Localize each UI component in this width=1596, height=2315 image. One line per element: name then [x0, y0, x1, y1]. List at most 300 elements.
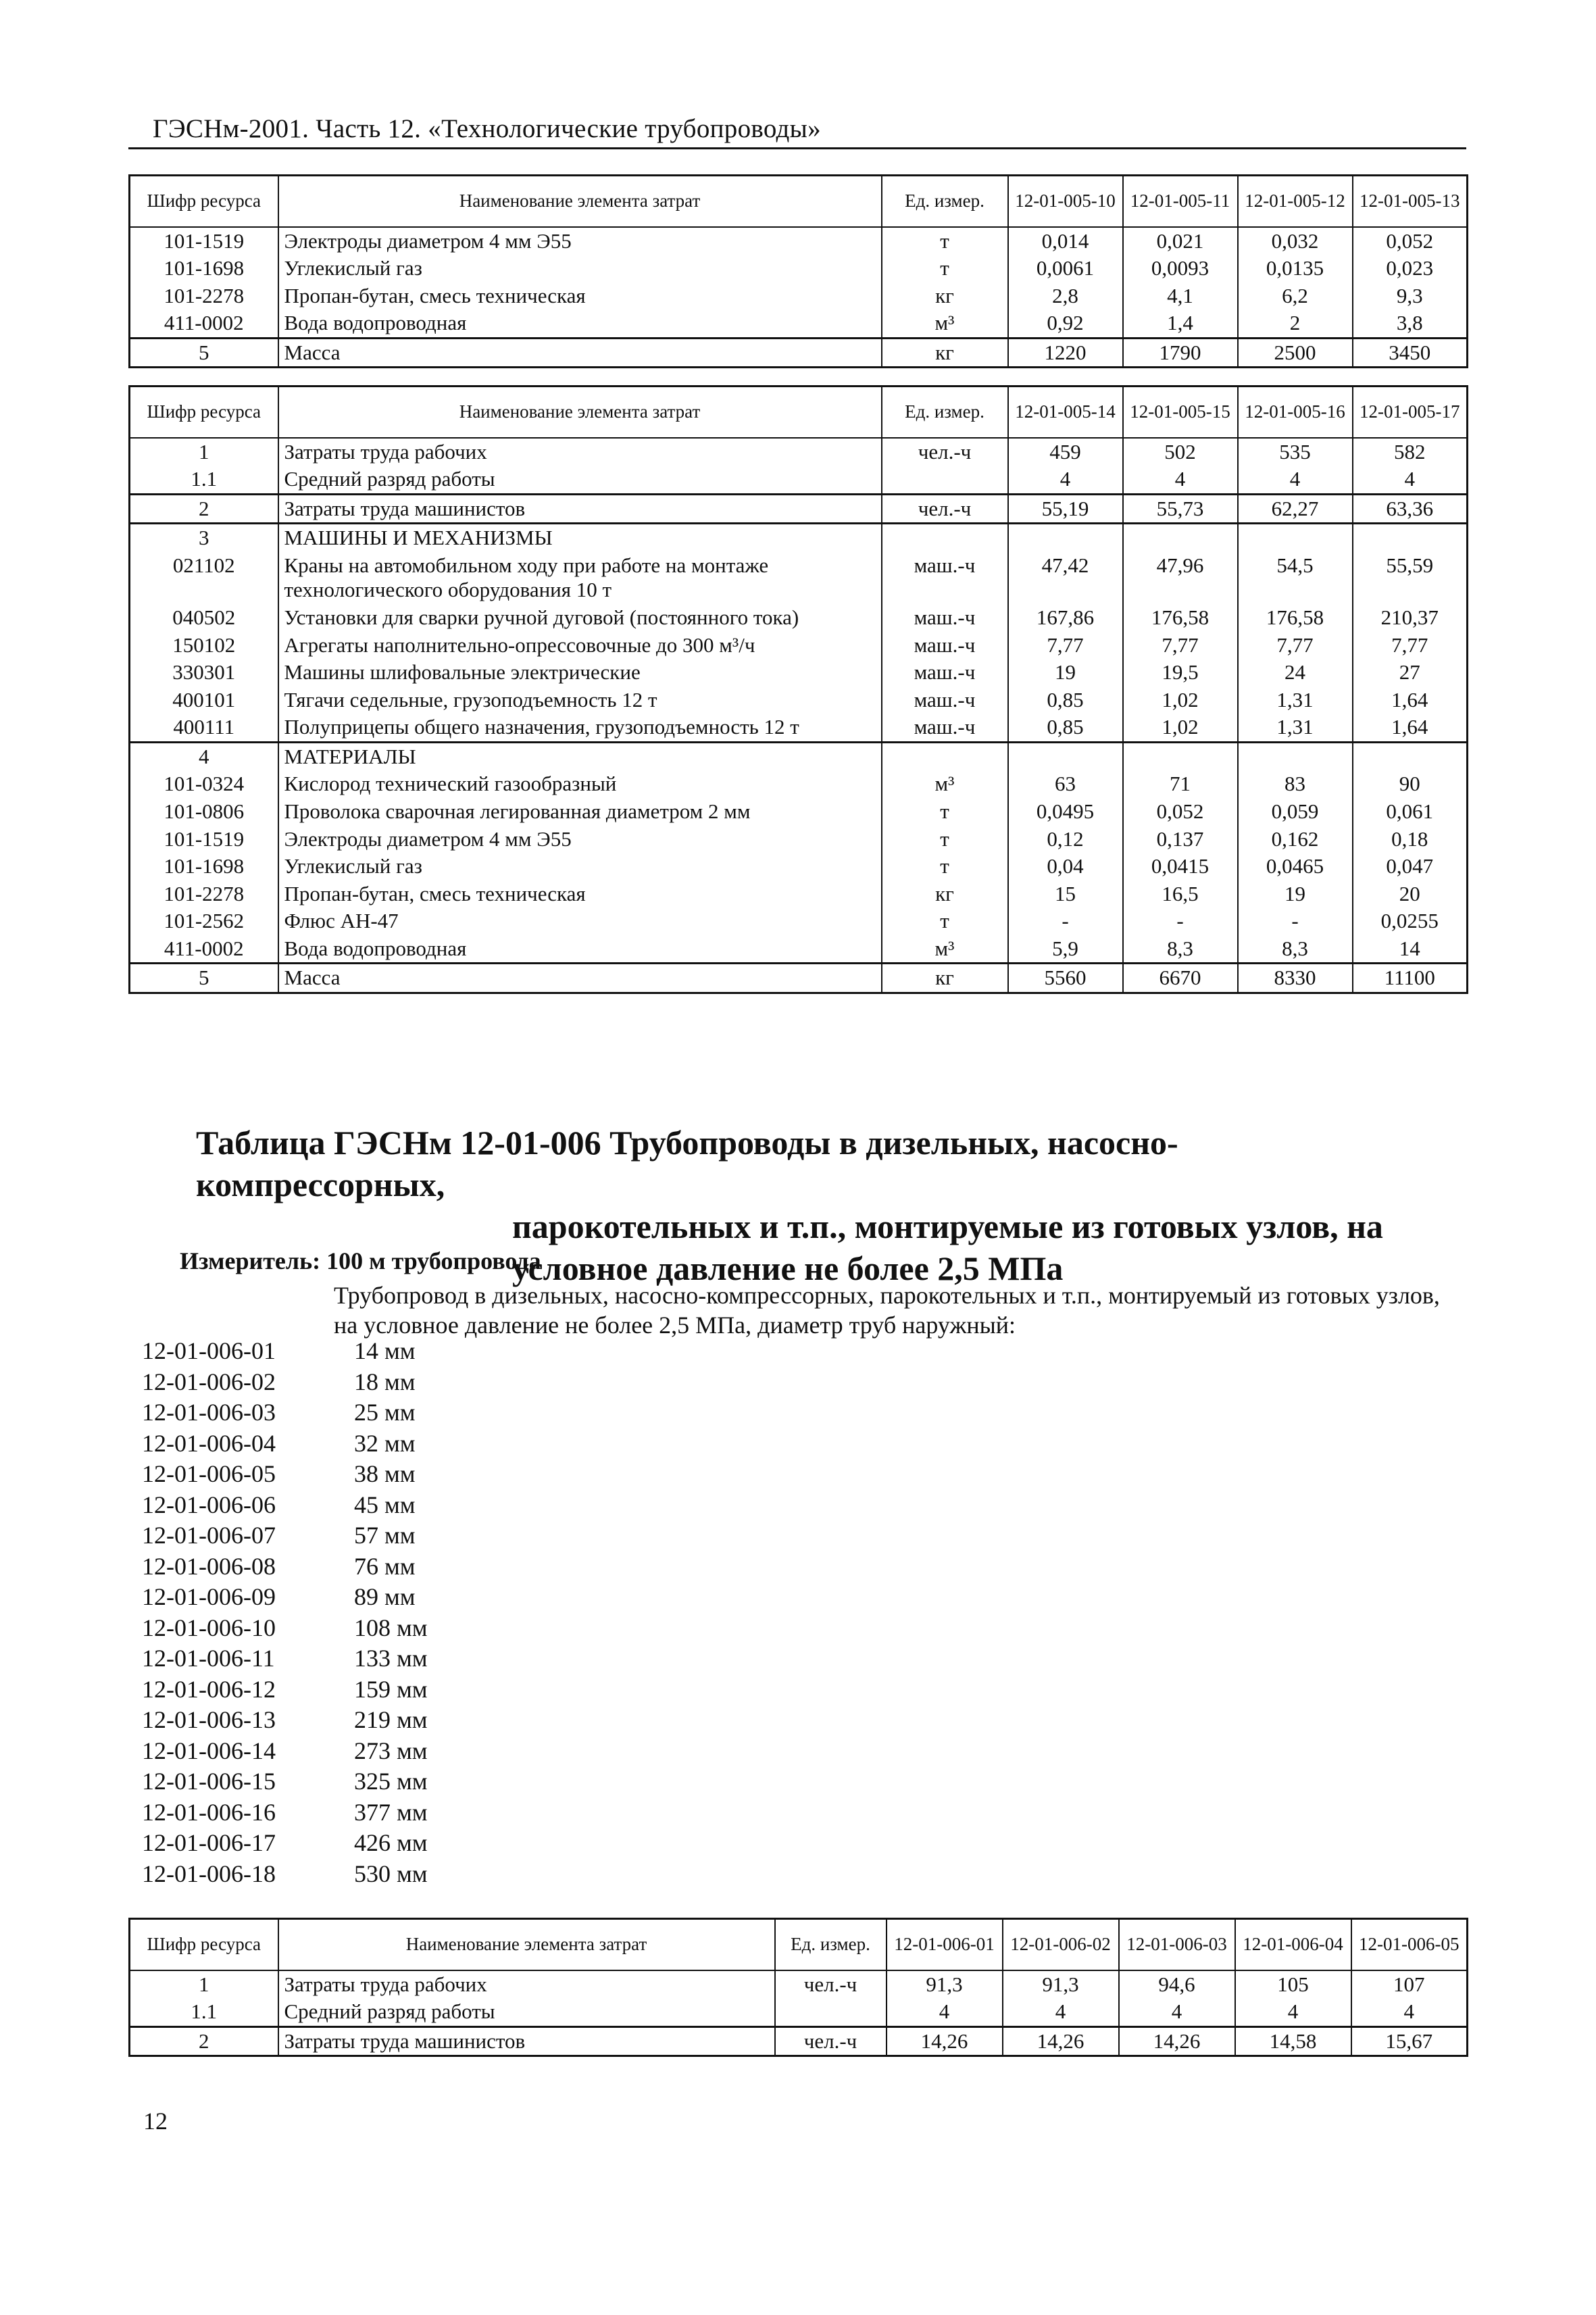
norm-value: 1,64	[1353, 714, 1468, 742]
unit: т	[882, 853, 1008, 880]
cost-element-name: Флюс АН-47	[278, 907, 882, 935]
norm-value: 0,04	[1008, 853, 1123, 880]
table-title-line: условное давление не более 2,5 МПа	[512, 1249, 1064, 1287]
header-col: 12-01-005-16	[1238, 387, 1353, 438]
item-code: 12-01-006-14	[142, 1737, 276, 1764]
pipe-diameter: 108 мм	[354, 1614, 428, 1641]
unit: чел.-ч	[775, 2026, 887, 2056]
norm-value: 0,0465	[1238, 853, 1353, 880]
norm-value: 0,021	[1123, 227, 1238, 255]
resource-code: 1	[130, 438, 278, 466]
table-row	[130, 438, 1468, 466]
norm-value: 91,3	[1003, 1970, 1119, 1999]
item-code-list	[142, 1336, 428, 1889]
norm-value: 0,12	[1008, 826, 1123, 853]
resource-code: 3	[130, 524, 278, 552]
pipe-diameter: 25 мм	[354, 1399, 416, 1426]
resource-code: 150102	[130, 632, 278, 659]
norm-value: 7,77	[1008, 632, 1123, 659]
pipe-diameter: 325 мм	[354, 1768, 428, 1795]
item-code: 12-01-006-18	[142, 1860, 276, 1887]
cost-element-name: Машины шлифовальные электрические	[278, 659, 882, 687]
cost-element-name: Углекислый газ	[278, 853, 882, 880]
resource-code: 400101	[130, 687, 278, 714]
norm-value: 47,96	[1123, 552, 1238, 604]
table-row	[130, 604, 1468, 632]
norm-value: 54,5	[1238, 552, 1353, 604]
norm-value: 582	[1353, 438, 1468, 466]
cost-element-name: Затраты труда рабочих	[278, 438, 882, 466]
table-row	[130, 282, 1468, 310]
unit: маш.-ч	[882, 687, 1008, 714]
header-col: 12-01-006-01	[887, 1919, 1003, 1970]
norm-value: 107	[1351, 1970, 1468, 1999]
norm-value: 0,0061	[1008, 255, 1123, 282]
norm-value: 1,02	[1123, 714, 1238, 742]
header-name: Наименование элемента затрат	[278, 176, 882, 227]
table-row	[130, 227, 1468, 255]
resource-code: 5	[130, 964, 278, 993]
resource-code: 021102	[130, 552, 278, 604]
norm-value	[1123, 742, 1238, 770]
norm-value: 63	[1008, 770, 1123, 798]
norm-value	[1353, 524, 1468, 552]
norm-value: 0,137	[1123, 826, 1238, 853]
resource-code: 101-1519	[130, 826, 278, 853]
cost-element-name: Средний разряд работы	[278, 466, 882, 494]
table-row	[130, 798, 1468, 826]
pipe-diameter: 89 мм	[354, 1583, 416, 1610]
resource-code: 4	[130, 742, 278, 770]
norm-value: 502	[1123, 438, 1238, 466]
norm-value: 8330	[1238, 964, 1353, 993]
unit: т	[882, 255, 1008, 282]
norm-value: 24	[1238, 659, 1353, 687]
table-row	[130, 714, 1468, 742]
resource-code: 101-2278	[130, 880, 278, 908]
norm-value: 4	[1235, 1998, 1351, 2026]
item-code: 12-01-006-16	[142, 1798, 276, 1826]
cost-element-name: Электроды диаметром 4 мм Э55	[278, 826, 882, 853]
resource-code: 101-1519	[130, 227, 278, 255]
norm-value: 5560	[1008, 964, 1123, 993]
norm-value: 0,023	[1353, 255, 1468, 282]
resource-code: 101-1698	[130, 255, 278, 282]
resource-code: 101-1698	[130, 853, 278, 880]
norm-value: 1,31	[1238, 687, 1353, 714]
norm-value: 2,8	[1008, 282, 1123, 310]
cost-element-name: Затраты труда рабочих	[278, 1970, 775, 1999]
norm-value: 0,0255	[1353, 907, 1468, 935]
norm-value: 0,059	[1238, 798, 1353, 826]
norm-value: 0,052	[1123, 798, 1238, 826]
pipe-diameter: 14 мм	[354, 1337, 416, 1364]
norm-value: 55,73	[1123, 494, 1238, 524]
norm-value	[1008, 742, 1123, 770]
pipe-diameter: 76 мм	[354, 1552, 416, 1580]
pipe-diameter: 219 мм	[354, 1706, 428, 1733]
table-row	[130, 2026, 1468, 2056]
resource-code: 101-0806	[130, 798, 278, 826]
header-col: 12-01-006-05	[1351, 1919, 1468, 1970]
norm-value: 0,85	[1008, 714, 1123, 742]
code-list-item	[142, 1551, 428, 1583]
code-list-item	[142, 1643, 428, 1674]
cost-element-name: МАШИНЫ И МЕХАНИЗМЫ	[278, 524, 882, 552]
item-code: 12-01-006-01	[142, 1337, 276, 1364]
code-list-item	[142, 1859, 428, 1890]
norm-value: 0,047	[1353, 853, 1468, 880]
item-code: 12-01-006-07	[142, 1522, 276, 1549]
norm-value: 0,85	[1008, 687, 1123, 714]
item-code: 12-01-006-17	[142, 1829, 276, 1856]
header-col: 12-01-005-10	[1008, 176, 1123, 227]
norm-value: 1,31	[1238, 714, 1353, 742]
unit: кг	[882, 338, 1008, 368]
norm-value: 15,67	[1351, 2026, 1468, 2056]
table-row	[130, 907, 1468, 935]
page-number: 12	[143, 2108, 168, 2135]
table-row	[130, 632, 1468, 659]
norm-value: 0,92	[1008, 309, 1123, 338]
resource-table-3	[128, 1918, 1468, 2057]
header-col: 12-01-005-13	[1353, 176, 1468, 227]
resource-table-2	[128, 385, 1468, 994]
code-list-item	[142, 1490, 428, 1521]
pipe-diameter: 38 мм	[354, 1460, 416, 1487]
norm-value	[1353, 742, 1468, 770]
header-unit: Ед. измер.	[882, 176, 1008, 227]
norm-value: 459	[1008, 438, 1123, 466]
header-col: 12-01-005-12	[1238, 176, 1353, 227]
header-code: Шифр ресурса	[130, 1919, 278, 1970]
table-row	[130, 309, 1468, 338]
code-list-item	[142, 1736, 428, 1767]
unit: м³	[882, 309, 1008, 338]
norm-value: 55,19	[1008, 494, 1123, 524]
norm-value: 3,8	[1353, 309, 1468, 338]
code-list-item	[142, 1582, 428, 1613]
norm-value: 0,032	[1238, 227, 1353, 255]
header-name: Наименование элемента затрат	[278, 387, 882, 438]
pipe-diameter: 133 мм	[354, 1645, 428, 1672]
norm-value: 6670	[1123, 964, 1238, 993]
norm-value: 0,0415	[1123, 853, 1238, 880]
norm-value: 1,4	[1123, 309, 1238, 338]
unit: т	[882, 227, 1008, 255]
unit	[775, 1998, 887, 2026]
norm-value: 8,3	[1123, 935, 1238, 964]
cost-element-name: МАТЕРИАЛЫ	[278, 742, 882, 770]
cost-element-name: Электроды диаметром 4 мм Э55	[278, 227, 882, 255]
norm-value: 14,58	[1235, 2026, 1351, 2056]
pipe-diameter: 32 мм	[354, 1429, 416, 1457]
norm-value: 0,0495	[1008, 798, 1123, 826]
cost-element-name: Затраты труда машинистов	[278, 2026, 775, 2056]
norm-value: 4	[1351, 1998, 1468, 2026]
table-row	[130, 659, 1468, 687]
norm-value: 11100	[1353, 964, 1468, 993]
norm-value: 1,02	[1123, 687, 1238, 714]
unit: маш.-ч	[882, 659, 1008, 687]
unit: м³	[882, 935, 1008, 964]
resource-code: 1.1	[130, 1998, 278, 2026]
table-row	[130, 338, 1468, 368]
resource-code: 411-0002	[130, 935, 278, 964]
norm-value: 176,58	[1123, 604, 1238, 632]
running-header: ГЭСНм-2001. Часть 12. «Технологические трубопроводы»	[153, 114, 821, 143]
table-row	[130, 826, 1468, 853]
measure-unit: Измеритель: 100 м трубопровода	[180, 1247, 541, 1274]
resource-code: 101-2278	[130, 282, 278, 310]
pipe-diameter: 159 мм	[354, 1675, 428, 1703]
code-list-item	[142, 1674, 428, 1706]
cost-element-name: Вода водопроводная	[278, 309, 882, 338]
cost-element-name: Установки для сварки ручной дуговой (постоянного тока)	[278, 604, 882, 632]
header-rule	[128, 147, 1466, 149]
resource-code: 101-0324	[130, 770, 278, 798]
unit: кг	[882, 282, 1008, 310]
item-code: 12-01-006-10	[142, 1614, 276, 1641]
unit: маш.-ч	[882, 714, 1008, 742]
resource-code: 400111	[130, 714, 278, 742]
table-row	[130, 494, 1468, 524]
unit	[882, 524, 1008, 552]
norm-value: 7,77	[1123, 632, 1238, 659]
code-list-item	[142, 1828, 428, 1859]
cost-element-name: Краны на автомобильном ходу при работе на монтаже технологического оборудования 10 т	[278, 552, 882, 604]
norm-value: 2500	[1238, 338, 1353, 368]
header-unit: Ед. измер.	[775, 1919, 887, 1970]
unit: маш.-ч	[882, 604, 1008, 632]
table-row	[130, 880, 1468, 908]
norm-value: 4	[1003, 1998, 1119, 2026]
code-list-item	[142, 1797, 428, 1828]
norm-value: 0,061	[1353, 798, 1468, 826]
cost-element-name: Масса	[278, 964, 882, 993]
cost-element-name: Пропан-бутан, смесь техническая	[278, 880, 882, 908]
resource-code: 5	[130, 338, 278, 368]
pipe-diameter: 273 мм	[354, 1737, 428, 1764]
table-row	[130, 524, 1468, 552]
header-col: 12-01-005-14	[1008, 387, 1123, 438]
header-unit: Ед. измер.	[882, 387, 1008, 438]
norm-value: 4	[1353, 466, 1468, 494]
norm-value: -	[1008, 907, 1123, 935]
norm-value: 14,26	[1003, 2026, 1119, 2056]
norm-value: 7,77	[1353, 632, 1468, 659]
norm-value: 0,162	[1238, 826, 1353, 853]
table-row	[130, 853, 1468, 880]
norm-value: 9,3	[1353, 282, 1468, 310]
unit: маш.-ч	[882, 632, 1008, 659]
header-name: Наименование элемента затрат	[278, 1919, 775, 1970]
unit: м³	[882, 770, 1008, 798]
cost-element-name: Кислород технический газообразный	[278, 770, 882, 798]
code-list-item	[142, 1705, 428, 1736]
norm-value: 20	[1353, 880, 1468, 908]
table-row	[130, 964, 1468, 993]
norm-value: 1790	[1123, 338, 1238, 368]
table-title-line: Таблица ГЭСНм 12-01-006 Трубопроводы в дизельных, насосно-компрессорных,	[196, 1124, 1178, 1203]
item-code: 12-01-006-06	[142, 1491, 276, 1518]
unit	[882, 742, 1008, 770]
norm-value: 3450	[1353, 338, 1468, 368]
norm-value: -	[1123, 907, 1238, 935]
norm-value: 4	[1123, 466, 1238, 494]
norm-value: 4	[887, 1998, 1003, 2026]
cost-element-name: Агрегаты наполнительно-опрессовочные до 300 м³/ч	[278, 632, 882, 659]
code-list-item	[142, 1367, 428, 1398]
unit: чел.-ч	[882, 438, 1008, 466]
norm-value: 210,37	[1353, 604, 1468, 632]
item-code: 12-01-006-09	[142, 1583, 276, 1610]
norm-value: 27	[1353, 659, 1468, 687]
description: Трубопровод в дизельных, насосно-компрессорных, парокотельных и т.п., монтируемый из готовых узлов, на условное давление не более 2,5 МПа, диаметр труб наружный:	[334, 1282, 1440, 1339]
resource-code: 2	[130, 494, 278, 524]
header-col: 12-01-005-15	[1123, 387, 1238, 438]
table-title-line: парокотельных и т.п., монтируемые из готовых узлов, на	[512, 1208, 1383, 1245]
norm-value: 167,86	[1008, 604, 1123, 632]
resource-code: 330301	[130, 659, 278, 687]
norm-value: 63,36	[1353, 494, 1468, 524]
norm-value: 2	[1238, 309, 1353, 338]
header-code: Шифр ресурса	[130, 176, 278, 227]
code-list-item	[142, 1766, 428, 1797]
norm-value: 4	[1238, 466, 1353, 494]
item-code: 12-01-006-11	[142, 1645, 275, 1672]
table-row	[130, 687, 1468, 714]
table-row	[130, 255, 1468, 282]
cost-element-name: Проволока сварочная легированная диаметром 2 мм	[278, 798, 882, 826]
norm-value	[1238, 742, 1353, 770]
norm-value: 0,014	[1008, 227, 1123, 255]
cost-element-name: Средний разряд работы	[278, 1998, 775, 2026]
table-row	[130, 770, 1468, 798]
norm-value: 1220	[1008, 338, 1123, 368]
resource-code: 040502	[130, 604, 278, 632]
norm-value	[1238, 524, 1353, 552]
pipe-diameter: 377 мм	[354, 1798, 428, 1826]
cost-element-name: Пропан-бутан, смесь техническая	[278, 282, 882, 310]
norm-value: 7,77	[1238, 632, 1353, 659]
item-code: 12-01-006-05	[142, 1460, 276, 1487]
item-code: 12-01-006-15	[142, 1768, 276, 1795]
code-list-item	[142, 1397, 428, 1428]
table-row	[130, 552, 1468, 604]
item-code: 12-01-006-04	[142, 1429, 276, 1457]
item-code: 12-01-006-12	[142, 1675, 276, 1703]
header-col: 12-01-006-03	[1119, 1919, 1235, 1970]
pipe-diameter: 426 мм	[354, 1829, 428, 1856]
norm-value: 19	[1238, 880, 1353, 908]
norm-value: 91,3	[887, 1970, 1003, 1999]
norm-value: 62,27	[1238, 494, 1353, 524]
pipe-diameter: 45 мм	[354, 1491, 416, 1518]
code-list-item	[142, 1428, 428, 1460]
resource-code: 1.1	[130, 466, 278, 494]
item-code: 12-01-006-02	[142, 1368, 276, 1395]
table-row	[130, 466, 1468, 494]
unit: т	[882, 907, 1008, 935]
norm-value	[1123, 524, 1238, 552]
code-list-item	[142, 1459, 428, 1490]
norm-value: 4	[1008, 466, 1123, 494]
table-row	[130, 1970, 1468, 1999]
header-col: 12-01-005-11	[1123, 176, 1238, 227]
norm-value: 14,26	[1119, 2026, 1235, 2056]
resource-table-1	[128, 174, 1468, 368]
norm-value: 0,0093	[1123, 255, 1238, 282]
norm-value: 47,42	[1008, 552, 1123, 604]
resource-code: 2	[130, 2026, 278, 2056]
pipe-diameter: 18 мм	[354, 1368, 416, 1395]
unit: кг	[882, 880, 1008, 908]
code-list-item	[142, 1520, 428, 1551]
norm-value: 0,052	[1353, 227, 1468, 255]
cost-element-name: Тягачи седельные, грузоподъемность 12 т	[278, 687, 882, 714]
norm-value: 5,9	[1008, 935, 1123, 964]
norm-value: -	[1238, 907, 1353, 935]
norm-value: 90	[1353, 770, 1468, 798]
unit: т	[882, 798, 1008, 826]
item-code: 12-01-006-13	[142, 1706, 276, 1733]
norm-value: 16,5	[1123, 880, 1238, 908]
pipe-diameter: 530 мм	[354, 1860, 428, 1887]
table-row	[130, 742, 1468, 770]
resource-code: 411-0002	[130, 309, 278, 338]
item-code: 12-01-006-03	[142, 1399, 276, 1426]
header-code: Шифр ресурса	[130, 387, 278, 438]
unit: чел.-ч	[775, 1970, 887, 1999]
norm-value: 83	[1238, 770, 1353, 798]
norm-value: 4	[1119, 1998, 1235, 2026]
norm-value: 176,58	[1238, 604, 1353, 632]
norm-value	[1008, 524, 1123, 552]
resource-code: 1	[130, 1970, 278, 1999]
header-col: 12-01-005-17	[1353, 387, 1468, 438]
norm-value: 55,59	[1353, 552, 1468, 604]
cost-element-name: Затраты труда машинистов	[278, 494, 882, 524]
norm-value: 8,3	[1238, 935, 1353, 964]
norm-value: 19	[1008, 659, 1123, 687]
norm-value: 0,0135	[1238, 255, 1353, 282]
norm-value: 535	[1238, 438, 1353, 466]
header-col: 12-01-006-04	[1235, 1919, 1351, 1970]
cost-element-name: Полуприцепы общего назначения, грузоподъемность 12 т	[278, 714, 882, 742]
norm-value: 15	[1008, 880, 1123, 908]
norm-value: 4,1	[1123, 282, 1238, 310]
code-list-item	[142, 1336, 428, 1367]
norm-value: 0,18	[1353, 826, 1468, 853]
norm-value: 1,64	[1353, 687, 1468, 714]
norm-value: 14	[1353, 935, 1468, 964]
cost-element-name: Вода водопроводная	[278, 935, 882, 964]
code-list-item	[142, 1613, 428, 1644]
cost-element-name: Масса	[278, 338, 882, 368]
header-col: 12-01-006-02	[1003, 1919, 1119, 1970]
unit: кг	[882, 964, 1008, 993]
table-row	[130, 1998, 1468, 2026]
norm-value: 94,6	[1119, 1970, 1235, 1999]
norm-value: 6,2	[1238, 282, 1353, 310]
norm-value: 71	[1123, 770, 1238, 798]
pipe-diameter: 57 мм	[354, 1522, 416, 1549]
norm-value: 19,5	[1123, 659, 1238, 687]
norm-value: 105	[1235, 1970, 1351, 1999]
item-code: 12-01-006-08	[142, 1552, 276, 1580]
norm-value: 14,26	[887, 2026, 1003, 2056]
